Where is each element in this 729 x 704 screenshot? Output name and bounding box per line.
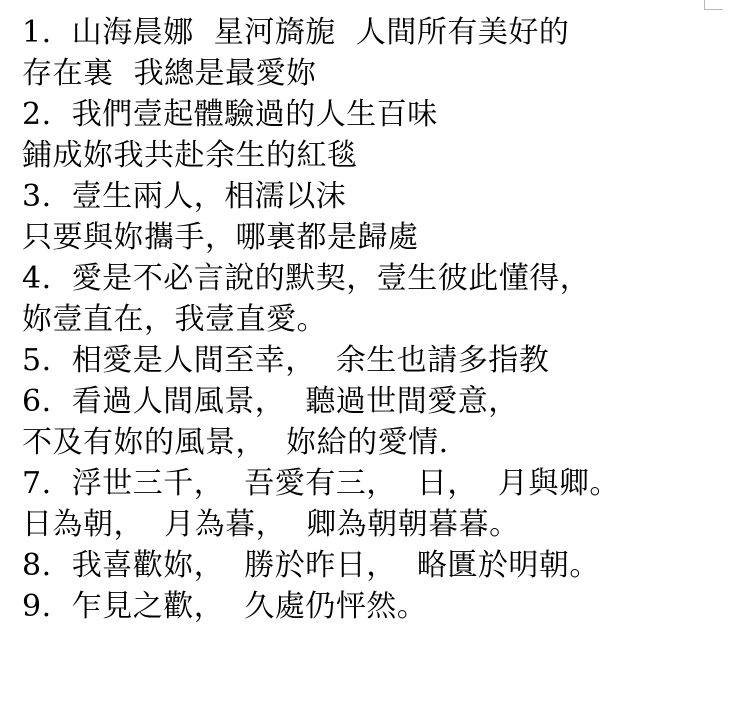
text-line: 妳壹直在，我壹直愛。 <box>22 302 327 337</box>
text-line: 1. 山海晨娜 星河旖旎 人間所有美好的 <box>22 15 570 50</box>
text-line: 9. 乍見之歡， 久處仍怦然。 <box>22 589 428 624</box>
text-line: 鋪成妳我共赴余生的紅毯 <box>22 138 358 173</box>
text-line: 2. 我們壹起體驗過的人生百味 <box>22 97 438 132</box>
text-line: 日為朝， 月為暮， 卿為朝朝暮暮。 <box>22 507 520 542</box>
text-line: 5. 相愛是人間至幸， 余生也請多指教 <box>22 343 550 378</box>
text-line: 只要與妳攜手，哪裏都是歸處 <box>22 220 419 255</box>
text-line: 3. 壹生兩人，相濡以沫 <box>22 179 347 214</box>
text-line: 7. 浮世三千， 吾愛有三， 日， 月與卿。 <box>22 466 620 501</box>
text-line: 8. 我喜歡妳， 勝於昨日， 略匱於明朝。 <box>22 548 600 583</box>
page-corner-mark <box>704 0 723 10</box>
text-line: 4. 愛是不必言說的默契，壹生彼此懂得， <box>22 261 591 296</box>
text-line: 不及有妳的風景， 妳給的愛情. <box>22 425 449 460</box>
text-line: 存在裏 我總是最愛妳 <box>22 56 317 91</box>
text-line: 6. 看過人間風景， 聽過世間愛意， <box>22 384 519 419</box>
